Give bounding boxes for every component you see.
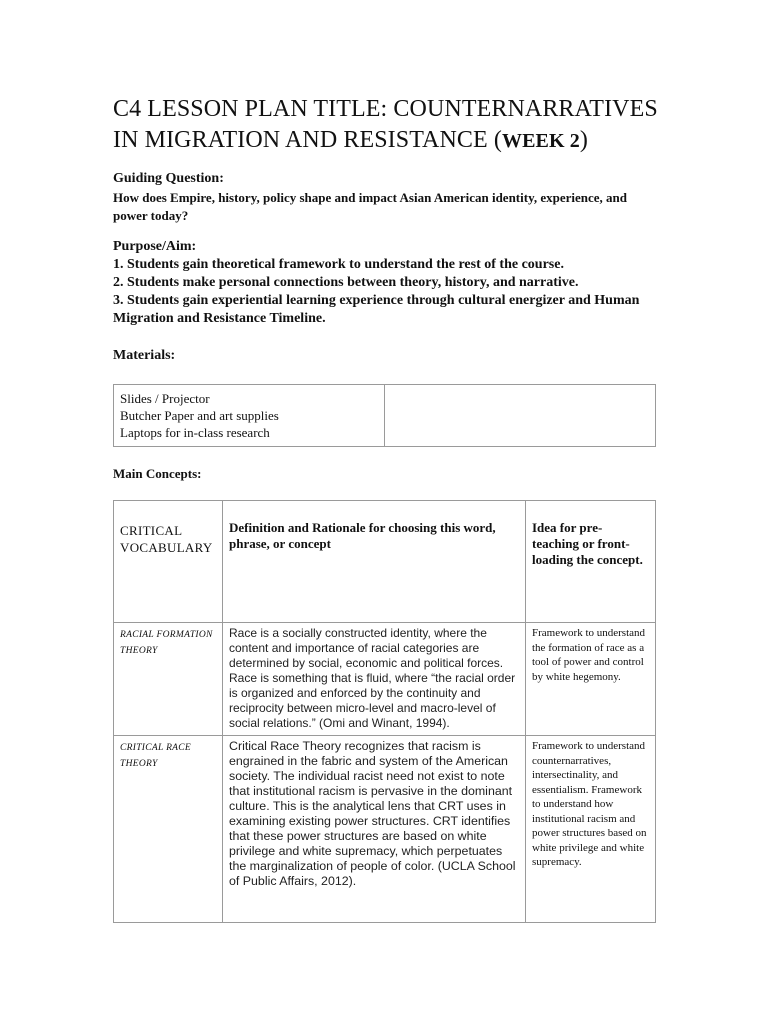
title-main: C4 LESSON PLAN TITLE: COUNTERNARRATIVES IN MIGRATION AND RESISTANCE ( <box>113 96 658 153</box>
table-header-row <box>114 501 656 623</box>
header-idea: Idea for pre-teaching or front-loading the concept. <box>526 501 656 623</box>
concepts-table <box>113 500 656 923</box>
purpose-item: 3. Students gain experiential learning experience through cultural energizer and Human Migration and Resistance Timeline. <box>113 293 640 326</box>
header-definition: Definition and Rationale for choosing this word, phrase, or concept <box>223 501 526 623</box>
purpose-section <box>113 238 653 328</box>
materials-label: Materials: <box>113 348 176 363</box>
table-row <box>114 385 656 447</box>
table-row <box>114 623 656 736</box>
purpose-label: Purpose/Aim: <box>113 239 197 254</box>
guiding-question-label: Guiding Question: <box>113 171 224 186</box>
material-item: Laptops for in-class research <box>120 425 270 440</box>
title-week: WEEK 2 <box>501 130 580 152</box>
table-row <box>114 736 656 923</box>
material-item: Slides / Projector <box>120 391 210 406</box>
guiding-question-section <box>113 170 653 225</box>
vocab-idea: Framework to understand counternarratives, intersectinality, and essentialism. Framework to understand how institutional racism and power structures based on white privilege and white supremacy. <box>526 736 656 923</box>
vocab-term: RACIAL FORMATION THEORY <box>114 623 223 736</box>
vocab-term: CRITICAL RACE THEORY <box>114 736 223 923</box>
page-title <box>113 94 673 157</box>
guiding-question-text: How does Empire, history, policy shape and impact Asian American identity, experience, and power today? <box>113 190 628 223</box>
header-vocabulary: CRITICAL VOCABULARY <box>114 501 223 623</box>
material-item: Butcher Paper and art supplies <box>120 408 279 423</box>
vocab-idea: Framework to understand the formation of race as a tool of power and control by white hegemony. <box>526 623 656 736</box>
purpose-item: 2. Students make personal connections between theory, history, and narrative. <box>113 275 579 290</box>
materials-table <box>113 384 656 447</box>
materials-list-cell <box>114 385 385 447</box>
vocab-definition: Race is a socially constructed identity, where the content and importance of racial categories are determined by social, economic and political forces. Race is something that is fluid, where “the racial order is organized and enforced by the continuity and reciprocity between micro-level and macro-level of social relations.” (Omi and Winant, 1994). <box>223 623 526 736</box>
title-close: ) <box>579 127 588 153</box>
materials-empty-cell <box>385 385 656 447</box>
main-concepts-label: Main Concepts: <box>113 466 202 481</box>
vocab-definition: Critical Race Theory recognizes that racism is engrained in the fabric and system of the American society. The individual racist need not exist to note that institutional racism is pervasive in the dominant culture. This is the analytical lens that CRT uses in examining existing power structures. CRT identifies that these power structures are based on white privilege and white supremacy, which perpetuates the marginalization of people of color. (UCLA School of Public Affairs, 2012). <box>223 736 526 923</box>
purpose-item: 1. Students gain theoretical framework to understand the rest of the course. <box>113 257 564 272</box>
